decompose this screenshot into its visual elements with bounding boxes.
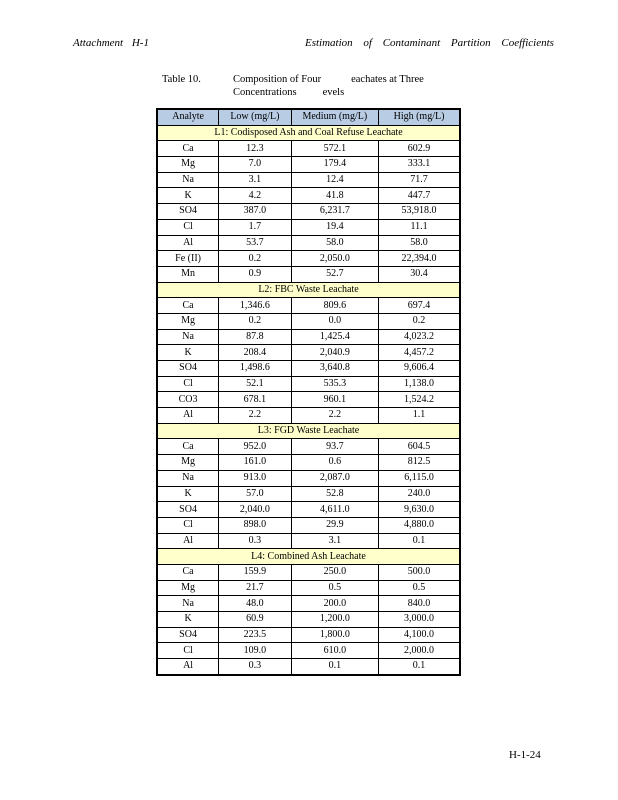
value-cell: 19.4 bbox=[291, 219, 378, 235]
value-cell: 93.7 bbox=[291, 439, 378, 455]
value-cell: 610.0 bbox=[291, 643, 378, 659]
table-row bbox=[157, 345, 460, 361]
value-cell: 2,000.0 bbox=[379, 643, 460, 659]
value-cell: 812.5 bbox=[379, 455, 460, 471]
column-header: High (mg/L) bbox=[379, 109, 460, 125]
analyte-cell: Na bbox=[157, 172, 219, 188]
analyte-cell: Mn bbox=[157, 266, 219, 282]
value-cell: 535.3 bbox=[291, 376, 378, 392]
value-cell: 58.0 bbox=[379, 235, 460, 251]
analyte-cell: Na bbox=[157, 596, 219, 612]
value-cell: 0.2 bbox=[219, 313, 292, 329]
value-cell: 4,457.2 bbox=[379, 345, 460, 361]
table-row bbox=[157, 361, 460, 377]
analyte-cell: Ca bbox=[157, 439, 219, 455]
table-row bbox=[157, 329, 460, 345]
table-row bbox=[157, 596, 460, 612]
value-cell: 697.4 bbox=[379, 298, 460, 314]
value-cell: 4.2 bbox=[219, 188, 292, 204]
value-cell: 87.8 bbox=[219, 329, 292, 345]
table-row bbox=[157, 251, 460, 267]
value-cell: 161.0 bbox=[219, 455, 292, 471]
value-cell: 159.9 bbox=[219, 564, 292, 580]
value-cell: 52.7 bbox=[291, 266, 378, 282]
table-row bbox=[157, 313, 460, 329]
value-cell: 57.0 bbox=[219, 486, 292, 502]
section-header-row bbox=[157, 423, 460, 439]
table-row bbox=[157, 204, 460, 220]
value-cell: 678.1 bbox=[219, 392, 292, 408]
column-header: Medium (mg/L) bbox=[291, 109, 378, 125]
table-row bbox=[157, 157, 460, 173]
value-cell: 0.3 bbox=[219, 533, 292, 549]
analyte-cell: Mg bbox=[157, 157, 219, 173]
value-cell: 109.0 bbox=[219, 643, 292, 659]
value-cell: 1.7 bbox=[219, 219, 292, 235]
value-cell: 11.1 bbox=[379, 219, 460, 235]
leachate-composition-table bbox=[156, 108, 461, 676]
table-row bbox=[157, 455, 460, 471]
table-row bbox=[157, 486, 460, 502]
analyte-cell: CO3 bbox=[157, 392, 219, 408]
value-cell: 21.7 bbox=[219, 580, 292, 596]
value-cell: 809.6 bbox=[291, 298, 378, 314]
value-cell: 333.1 bbox=[379, 157, 460, 173]
table-row bbox=[157, 298, 460, 314]
section-header-row bbox=[157, 125, 460, 141]
table-row bbox=[157, 533, 460, 549]
value-cell: 71.7 bbox=[379, 172, 460, 188]
table-row bbox=[157, 408, 460, 424]
value-cell: 53,918.0 bbox=[379, 204, 460, 220]
value-cell: 500.0 bbox=[379, 564, 460, 580]
analyte-cell: Mg bbox=[157, 455, 219, 471]
value-cell: 960.1 bbox=[291, 392, 378, 408]
value-cell: 52.1 bbox=[219, 376, 292, 392]
value-cell: 447.7 bbox=[379, 188, 460, 204]
value-cell: 3,640.8 bbox=[291, 361, 378, 377]
analyte-cell: Cl bbox=[157, 219, 219, 235]
column-header: Low (mg/L) bbox=[219, 109, 292, 125]
value-cell: 3,000.0 bbox=[379, 612, 460, 628]
section-title: L4: Combined Ash Leachate bbox=[157, 549, 460, 565]
value-cell: 240.0 bbox=[379, 486, 460, 502]
table-header-row bbox=[157, 109, 460, 125]
table-row bbox=[157, 627, 460, 643]
table-row bbox=[157, 643, 460, 659]
value-cell: 0.2 bbox=[219, 251, 292, 267]
analyte-cell: K bbox=[157, 486, 219, 502]
value-cell: 223.5 bbox=[219, 627, 292, 643]
analyte-cell: Ca bbox=[157, 141, 219, 157]
analyte-cell: Ca bbox=[157, 564, 219, 580]
section-title: L2: FBC Waste Leachate bbox=[157, 282, 460, 298]
value-cell: 200.0 bbox=[291, 596, 378, 612]
value-cell: 4,880.0 bbox=[379, 517, 460, 533]
analyte-cell: Mg bbox=[157, 313, 219, 329]
value-cell: 4,023.2 bbox=[379, 329, 460, 345]
value-cell: 913.0 bbox=[219, 470, 292, 486]
table-row bbox=[157, 439, 460, 455]
value-cell: 1,346.6 bbox=[219, 298, 292, 314]
value-cell: 9,630.0 bbox=[379, 502, 460, 518]
table-row bbox=[157, 235, 460, 251]
table-row bbox=[157, 564, 460, 580]
running-header-right: Estimation of Contaminant Partition Coefficients bbox=[305, 37, 554, 49]
value-cell: 1,425.4 bbox=[291, 329, 378, 345]
analyte-cell: Mg bbox=[157, 580, 219, 596]
table-row bbox=[157, 188, 460, 204]
value-cell: 0.2 bbox=[379, 313, 460, 329]
table-row bbox=[157, 580, 460, 596]
caption-line1-part1: Composition of Four bbox=[233, 74, 322, 85]
table-row bbox=[157, 470, 460, 486]
value-cell: 0.9 bbox=[219, 266, 292, 282]
section-title: L1: Codisposed Ash and Coal Refuse Leachate bbox=[157, 125, 460, 141]
value-cell: 12.3 bbox=[219, 141, 292, 157]
table-row bbox=[157, 392, 460, 408]
value-cell: 48.0 bbox=[219, 596, 292, 612]
value-cell: 0.1 bbox=[379, 533, 460, 549]
table-row bbox=[157, 502, 460, 518]
value-cell: 0.6 bbox=[291, 455, 378, 471]
table-row bbox=[157, 266, 460, 282]
table-row bbox=[157, 172, 460, 188]
value-cell: 898.0 bbox=[219, 517, 292, 533]
value-cell: 9,606.4 bbox=[379, 361, 460, 377]
value-cell: 1,498.6 bbox=[219, 361, 292, 377]
table-body bbox=[157, 125, 460, 675]
analyte-cell: K bbox=[157, 612, 219, 628]
value-cell: 7.0 bbox=[219, 157, 292, 173]
value-cell: 3.1 bbox=[219, 172, 292, 188]
value-cell: 52.8 bbox=[291, 486, 378, 502]
table-row bbox=[157, 612, 460, 628]
running-header-left: Attachment H-1 bbox=[73, 37, 149, 49]
value-cell: 12.4 bbox=[291, 172, 378, 188]
value-cell: 0.0 bbox=[291, 313, 378, 329]
value-cell: 1,524.2 bbox=[379, 392, 460, 408]
value-cell: 53.7 bbox=[219, 235, 292, 251]
value-cell: 179.4 bbox=[291, 157, 378, 173]
value-cell: 0.3 bbox=[219, 659, 292, 675]
table-caption-label: Table 10. bbox=[162, 74, 201, 85]
section-header-row bbox=[157, 549, 460, 565]
value-cell: 840.0 bbox=[379, 596, 460, 612]
value-cell: 0.1 bbox=[291, 659, 378, 675]
value-cell: 41.8 bbox=[291, 188, 378, 204]
value-cell: 602.9 bbox=[379, 141, 460, 157]
value-cell: 604.5 bbox=[379, 439, 460, 455]
analyte-cell: K bbox=[157, 345, 219, 361]
analyte-cell: Fe (II) bbox=[157, 251, 219, 267]
column-header: Analyte bbox=[157, 109, 219, 125]
analyte-cell: Cl bbox=[157, 517, 219, 533]
value-cell: 2.2 bbox=[291, 408, 378, 424]
analyte-cell: Na bbox=[157, 329, 219, 345]
value-cell: 22,394.0 bbox=[379, 251, 460, 267]
analyte-cell: SO4 bbox=[157, 502, 219, 518]
caption-line1-part2: eachates at Three bbox=[351, 74, 424, 85]
value-cell: 3.1 bbox=[291, 533, 378, 549]
value-cell: 4,611.0 bbox=[291, 502, 378, 518]
caption-line2-part2: evels bbox=[322, 87, 345, 98]
value-cell: 208.4 bbox=[219, 345, 292, 361]
value-cell: 1,800.0 bbox=[291, 627, 378, 643]
section-header-row bbox=[157, 282, 460, 298]
analyte-cell: Ca bbox=[157, 298, 219, 314]
value-cell: 58.0 bbox=[291, 235, 378, 251]
value-cell: 2,040.0 bbox=[219, 502, 292, 518]
value-cell: 4,100.0 bbox=[379, 627, 460, 643]
value-cell: 6,231.7 bbox=[291, 204, 378, 220]
analyte-cell: Al bbox=[157, 408, 219, 424]
analyte-cell: Al bbox=[157, 533, 219, 549]
value-cell: 0.5 bbox=[379, 580, 460, 596]
value-cell: 250.0 bbox=[291, 564, 378, 580]
value-cell: 952.0 bbox=[219, 439, 292, 455]
value-cell: 1.1 bbox=[379, 408, 460, 424]
table-caption-text bbox=[233, 73, 433, 99]
analyte-cell: Al bbox=[157, 659, 219, 675]
value-cell: 572.1 bbox=[291, 141, 378, 157]
value-cell: 0.1 bbox=[379, 659, 460, 675]
caption-line2-part1: Concentrations bbox=[233, 87, 297, 98]
analyte-cell: SO4 bbox=[157, 627, 219, 643]
value-cell: 2.2 bbox=[219, 408, 292, 424]
table-row bbox=[157, 219, 460, 235]
value-cell: 29.9 bbox=[291, 517, 378, 533]
value-cell: 2,087.0 bbox=[291, 470, 378, 486]
analyte-cell: K bbox=[157, 188, 219, 204]
analyte-cell: Na bbox=[157, 470, 219, 486]
value-cell: 387.0 bbox=[219, 204, 292, 220]
value-cell: 2,050.0 bbox=[291, 251, 378, 267]
value-cell: 2,040.9 bbox=[291, 345, 378, 361]
value-cell: 1,200.0 bbox=[291, 612, 378, 628]
analyte-cell: Al bbox=[157, 235, 219, 251]
value-cell: 6,115.0 bbox=[379, 470, 460, 486]
analyte-cell: SO4 bbox=[157, 361, 219, 377]
page-number: H-1-24 bbox=[509, 749, 541, 761]
table-row bbox=[157, 517, 460, 533]
table-row bbox=[157, 141, 460, 157]
table-row bbox=[157, 659, 460, 675]
value-cell: 60.9 bbox=[219, 612, 292, 628]
analyte-cell: Cl bbox=[157, 643, 219, 659]
value-cell: 1,138.0 bbox=[379, 376, 460, 392]
value-cell: 0.5 bbox=[291, 580, 378, 596]
value-cell: 30.4 bbox=[379, 266, 460, 282]
analyte-cell: Cl bbox=[157, 376, 219, 392]
section-title: L3: FGD Waste Leachate bbox=[157, 423, 460, 439]
analyte-cell: SO4 bbox=[157, 204, 219, 220]
table-row bbox=[157, 376, 460, 392]
